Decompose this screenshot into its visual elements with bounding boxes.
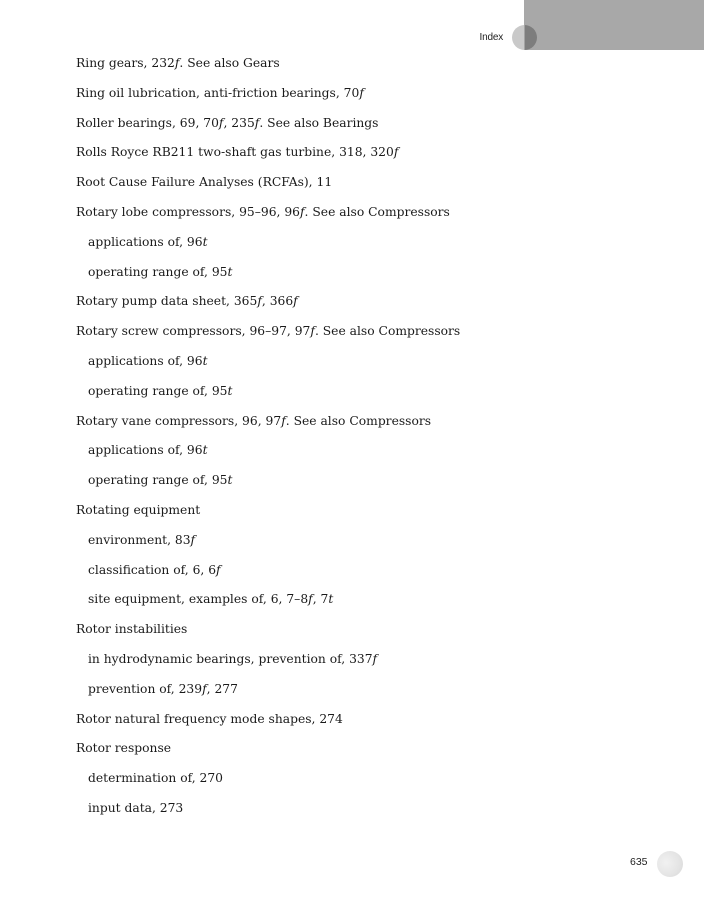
entry-text: operating range of, 95 xyxy=(88,383,228,398)
entry-text: applications of, 96 xyxy=(88,354,203,368)
entry-text: determination of, 270 xyxy=(88,771,224,786)
entry-text: Rotary lobe compressors, 95–96, 96 xyxy=(76,205,300,219)
index-entry xyxy=(76,293,298,309)
index-entry xyxy=(76,502,200,518)
entry-text: Root Cause Failure Analyses (RCFAs), 11 xyxy=(76,175,333,190)
index-entry xyxy=(76,144,398,160)
index-subentry xyxy=(88,353,208,369)
locator-suffix: t xyxy=(202,354,208,368)
entry-text: Rotor instabilities xyxy=(76,622,188,637)
index-entry xyxy=(76,413,431,429)
index-subentry xyxy=(88,442,208,458)
index-subentry xyxy=(88,562,221,578)
entry-text: Rotor natural frequency mode shapes, 274 xyxy=(76,711,343,726)
entry-text: Ring oil lubrication, anti-friction bearings, 70 xyxy=(76,85,360,100)
entry-text: operating range of, 95 xyxy=(88,264,228,279)
entry-text: Ring gears, 232 xyxy=(76,56,175,70)
entry-text: environment, 83 xyxy=(88,532,191,547)
entry-text: applications of, 96 xyxy=(88,234,203,249)
locator-suffix: f xyxy=(254,115,260,130)
entry-text: Roller bearings, 69, 70 xyxy=(76,115,219,130)
index-entry xyxy=(76,55,280,71)
locator-suffix: f xyxy=(359,85,364,100)
entry-text: , 235 xyxy=(223,115,255,130)
entry-text: prevention of, 239 xyxy=(88,681,203,696)
locator-suffix: f xyxy=(218,115,224,130)
locator-suffix: f xyxy=(372,652,378,666)
locator-suffix: f xyxy=(202,681,207,696)
locator-suffix: f xyxy=(281,413,286,428)
entry-text: . See also Compressors xyxy=(285,413,432,428)
index-entry xyxy=(76,711,343,727)
entry-text: Rotary vane compressors, 96, 97 xyxy=(76,413,282,428)
index-subentry xyxy=(88,234,208,250)
index-subentry xyxy=(88,264,232,280)
page-number: 635 xyxy=(630,856,648,868)
entry-text: Rotary screw compressors, 96–97, 97 xyxy=(76,324,311,339)
footer-disc-ornament xyxy=(657,851,683,877)
locator-suffix: t xyxy=(202,234,208,249)
locator-suffix: t xyxy=(227,473,233,488)
locator-suffix: f xyxy=(293,294,298,309)
index-entry xyxy=(76,85,364,101)
locator-suffix: f xyxy=(310,324,315,339)
locator-suffix: f xyxy=(299,205,305,219)
entry-text: site equipment, examples of, 6, 7–8 xyxy=(88,592,309,607)
index-subentry xyxy=(88,800,183,816)
entry-text: input data, 273 xyxy=(88,801,184,815)
entry-text: Rolls Royce RB211 two-shaft gas turbine, 318, 320 xyxy=(76,145,394,160)
index-entry xyxy=(76,174,332,190)
index-subentry xyxy=(88,681,238,697)
locator-suffix: t xyxy=(328,592,334,607)
index-entry xyxy=(76,740,171,756)
index-entry xyxy=(76,204,450,220)
index-subentry xyxy=(88,591,333,607)
entry-text: , 7 xyxy=(312,592,329,607)
locator-suffix: f xyxy=(393,145,399,160)
index-subentry xyxy=(88,472,232,488)
index-subentry xyxy=(88,532,195,548)
entry-text: . See also Gears xyxy=(179,56,280,70)
entry-text: Rotor response xyxy=(76,741,172,756)
locator-suffix: t xyxy=(202,443,208,458)
locator-suffix: t xyxy=(227,264,233,279)
entry-text: . See also Compressors xyxy=(304,205,450,219)
entry-text: applications of, 96 xyxy=(88,443,203,458)
index-subentry xyxy=(88,651,377,667)
entry-text: . See also Compressors xyxy=(314,324,461,339)
locator-suffix: f xyxy=(308,592,313,607)
index-subentry xyxy=(88,383,232,399)
entry-text: Rotary pump data sheet, 365 xyxy=(76,294,258,309)
entry-text: , 366 xyxy=(261,294,294,309)
index-entry xyxy=(76,115,379,131)
index-entry xyxy=(76,621,187,637)
locator-suffix: f xyxy=(190,532,196,547)
locator-suffix: t xyxy=(227,383,233,398)
locator-suffix: f xyxy=(174,56,180,70)
entry-text: Rotating equipment xyxy=(76,503,201,517)
entry-text: in hydrodynamic bearings, prevention of, 337 xyxy=(88,652,373,666)
entry-text: operating range of, 95 xyxy=(88,473,228,488)
index-entry xyxy=(76,323,460,339)
entry-text: classification of, 6, 6 xyxy=(88,562,217,577)
entry-text: . See also Bearings xyxy=(259,115,379,130)
index-subentry xyxy=(88,770,223,786)
entry-text: , 277 xyxy=(206,681,238,696)
locator-suffix: f xyxy=(257,294,262,309)
running-header-label: Index xyxy=(479,32,503,43)
locator-suffix: f xyxy=(216,562,221,577)
